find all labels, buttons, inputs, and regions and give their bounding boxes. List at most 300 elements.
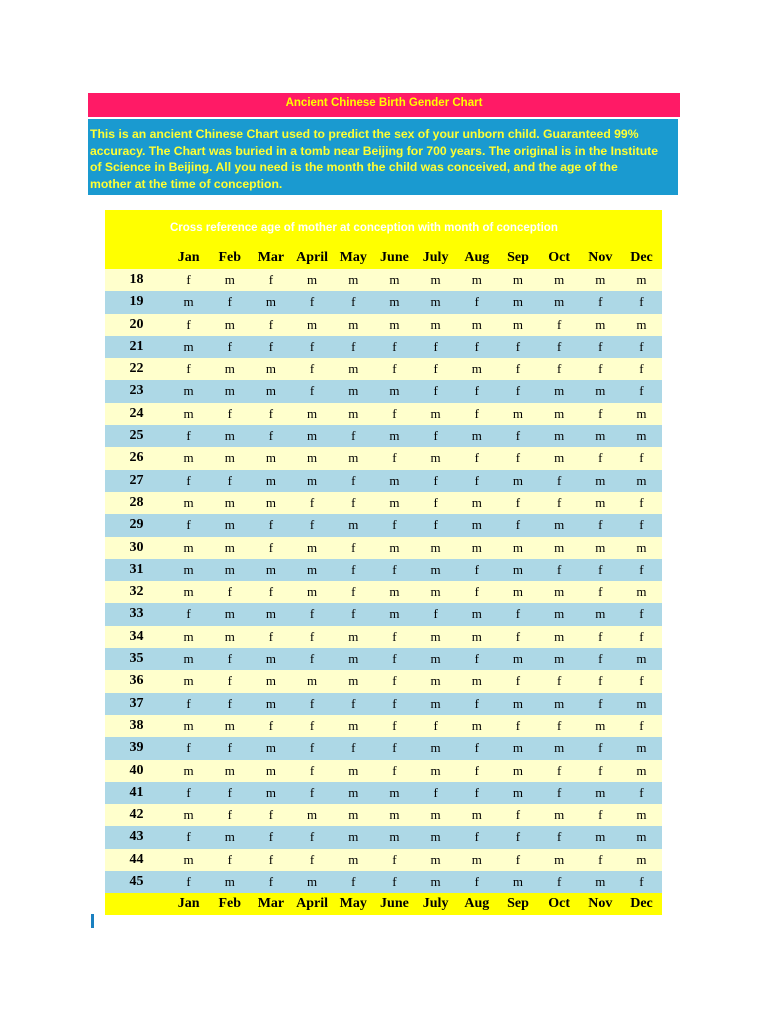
gender-cell: f xyxy=(556,472,562,488)
gender-cell: f xyxy=(639,561,644,577)
gender-cell: m xyxy=(348,717,359,733)
gender-cell: f xyxy=(474,561,479,577)
gender-cell: m xyxy=(512,294,524,310)
gender-cell: f xyxy=(474,405,479,421)
gender-cell: m xyxy=(595,494,606,510)
gender-cell: f xyxy=(309,494,315,510)
header-month-label: Dec xyxy=(630,250,653,265)
gender-cell: f xyxy=(639,606,644,622)
gender-cell: m xyxy=(265,651,276,667)
gender-cell: f xyxy=(474,338,479,354)
gender-cell: m xyxy=(512,584,524,600)
gender-cell: f xyxy=(227,695,232,711)
gender-cell: f xyxy=(598,651,603,667)
gender-cell: f xyxy=(474,651,479,667)
gender-cell: m xyxy=(430,695,441,711)
page-title: Ancient Chinese Birth Gender Chart xyxy=(88,93,680,117)
gender-cell: m xyxy=(348,361,359,377)
gender-cell: m xyxy=(183,338,194,354)
mother-age-cell: 44 xyxy=(129,851,144,867)
gender-cell: m xyxy=(389,539,400,555)
mother-age-cell: 20 xyxy=(129,316,144,332)
gender-cell: m xyxy=(389,494,400,510)
gender-cell: m xyxy=(307,405,318,421)
gender-cell: m xyxy=(307,673,318,689)
gender-cell: m xyxy=(224,829,235,845)
gender-cell: f xyxy=(227,673,232,689)
gender-cell: f xyxy=(309,361,315,377)
gender-cell: m xyxy=(224,874,235,890)
gender-cell: f xyxy=(268,807,274,823)
gender-cell: f xyxy=(556,673,562,689)
gender-cell: m xyxy=(554,272,565,287)
gender-cell: m xyxy=(636,316,647,332)
gender-cell: f xyxy=(392,740,397,756)
gender-cell: m xyxy=(224,517,235,533)
gender-cell: m xyxy=(224,272,235,287)
gender-cell: f xyxy=(433,472,438,488)
mother-age-cell: 45 xyxy=(129,874,144,890)
gender-cell: f xyxy=(433,383,438,399)
gender-cell: m xyxy=(265,450,276,466)
gender-cell: f xyxy=(433,517,438,533)
gender-cell: f xyxy=(556,829,562,845)
gender-cell: m xyxy=(307,472,318,488)
gender-cell: m xyxy=(348,829,359,845)
mother-age-cell: 30 xyxy=(129,539,144,555)
gender-cell: f xyxy=(268,405,274,421)
gender-cell: f xyxy=(268,584,274,600)
gender-cell: m xyxy=(554,695,565,711)
gender-cell: m xyxy=(430,874,441,890)
gender-cell: f xyxy=(639,673,644,689)
gender-cell: m xyxy=(636,829,647,845)
gender-cell: m xyxy=(224,561,235,577)
gender-cell: m xyxy=(595,539,606,555)
gender-cell: f xyxy=(392,561,397,577)
gender-cell: m xyxy=(595,272,606,287)
header-month-label: Aug xyxy=(464,250,490,265)
gender-cell: f xyxy=(351,294,356,310)
gender-cell: f xyxy=(556,338,562,354)
gender-cell: f xyxy=(598,695,603,711)
gender-cell: m xyxy=(265,494,276,510)
gender-cell: f xyxy=(309,383,315,399)
gender-cell: m xyxy=(554,383,565,399)
gender-cell: m xyxy=(512,272,524,287)
gender-cell: m xyxy=(348,272,359,287)
gender-cell: m xyxy=(265,606,276,622)
gender-cell: m xyxy=(430,673,441,689)
gender-cell: m xyxy=(512,561,524,577)
mother-age-cell: 23 xyxy=(129,383,144,399)
gender-cell: m xyxy=(430,807,441,823)
mother-age-cell: 39 xyxy=(129,740,144,756)
table-row xyxy=(105,514,662,536)
gender-cell: f xyxy=(433,717,438,733)
gender-cell: m xyxy=(265,561,276,577)
gender-cell: f xyxy=(598,517,603,533)
gender-cell: m xyxy=(224,606,235,622)
gender-cell: m xyxy=(430,851,441,867)
gender-cell: f xyxy=(598,807,603,823)
table-row xyxy=(105,358,662,380)
gender-cell: f xyxy=(474,383,479,399)
gender-cell: m xyxy=(636,851,647,867)
gender-cell: f xyxy=(186,829,191,845)
mother-age-cell: 19 xyxy=(129,294,144,310)
month-footer-row xyxy=(105,893,662,915)
gender-cell: f xyxy=(515,383,521,399)
gender-cell: f xyxy=(598,628,603,644)
gender-cell: m xyxy=(471,428,482,444)
gender-cell: m xyxy=(471,517,482,533)
gender-cell: f xyxy=(515,807,521,823)
mother-age-cell: 41 xyxy=(129,784,144,800)
gender-cell: f xyxy=(309,294,315,310)
gender-cell: m xyxy=(595,606,606,622)
gender-cell: f xyxy=(515,628,521,644)
gender-cell: m xyxy=(389,606,400,622)
gender-cell: m xyxy=(348,651,359,667)
gender-cell: f xyxy=(433,494,438,510)
gender-chart-table xyxy=(105,210,662,915)
gender-cell: m xyxy=(430,294,441,310)
gender-cell: m xyxy=(183,383,194,399)
gender-cell: m xyxy=(389,784,400,800)
gender-cell: m xyxy=(307,874,318,890)
gender-cell: f xyxy=(309,762,315,778)
gender-cell: m xyxy=(348,450,359,466)
gender-cell: f xyxy=(515,494,521,510)
footer-month-label: April xyxy=(296,896,329,912)
mother-age-cell: 26 xyxy=(129,450,144,466)
gender-cell: m xyxy=(554,851,565,867)
table-row xyxy=(105,403,662,425)
gender-cell: f xyxy=(309,517,315,533)
table-row xyxy=(105,804,662,826)
gender-cell: f xyxy=(515,673,521,689)
gender-cell: m xyxy=(224,494,235,510)
gender-cell: m xyxy=(348,628,359,644)
gender-cell: f xyxy=(392,874,397,890)
gender-cell: m xyxy=(595,829,606,845)
gender-cell: m xyxy=(512,405,524,421)
table-row xyxy=(105,648,662,670)
gender-cell: f xyxy=(639,383,644,399)
gender-cell: f xyxy=(392,851,397,867)
mother-age-cell: 38 xyxy=(129,717,144,733)
gender-cell: m xyxy=(265,784,276,800)
mother-age-cell: 37 xyxy=(129,695,144,711)
gender-cell: f xyxy=(309,851,315,867)
header-month-label: Feb xyxy=(218,250,242,265)
mother-age-cell: 22 xyxy=(129,361,144,377)
gender-cell: f xyxy=(309,338,315,354)
table-row xyxy=(105,871,662,893)
gender-cell: f xyxy=(556,784,562,800)
gender-cell: f xyxy=(351,740,356,756)
gender-cell: m xyxy=(224,717,235,733)
gender-cell: f xyxy=(351,561,356,577)
gender-cell: m xyxy=(224,539,235,555)
gender-cell: m xyxy=(265,740,276,756)
mother-age-cell: 43 xyxy=(129,829,144,845)
gender-cell: f xyxy=(186,517,191,533)
gender-cell: f xyxy=(309,628,315,644)
gender-cell: m xyxy=(512,762,524,778)
gender-cell: m xyxy=(348,851,359,867)
gender-cell: f xyxy=(474,740,479,756)
gender-cell: f xyxy=(433,606,438,622)
gender-cell: f xyxy=(598,851,603,867)
gender-cell: m xyxy=(471,717,482,733)
footer-month-label: July xyxy=(422,896,449,912)
table-row xyxy=(105,291,662,313)
gender-cell: m xyxy=(430,539,441,555)
gender-cell: f xyxy=(639,874,644,890)
gender-cell: f xyxy=(227,584,232,600)
gender-cell: m xyxy=(512,740,524,756)
gender-cell: f xyxy=(515,338,521,354)
gender-cell: f xyxy=(515,428,521,444)
gender-cell: m xyxy=(471,673,482,689)
gender-cell: m xyxy=(471,361,482,377)
gender-cell: m xyxy=(554,740,565,756)
gender-cell: m xyxy=(348,673,359,689)
gender-cell: f xyxy=(474,584,479,600)
gender-cell: m xyxy=(389,383,400,399)
gender-cell: f xyxy=(227,472,232,488)
gender-cell: m xyxy=(595,717,606,733)
gender-cell: m xyxy=(224,762,235,778)
gender-cell: m xyxy=(554,584,565,600)
gender-cell: f xyxy=(227,338,232,354)
gender-cell: f xyxy=(392,338,397,354)
gender-cell: f xyxy=(186,874,191,890)
gender-cell: m xyxy=(348,762,359,778)
gender-cell: m xyxy=(183,673,194,689)
gender-cell: f xyxy=(598,740,603,756)
gender-cell: m xyxy=(307,428,318,444)
gender-cell: m xyxy=(636,405,647,421)
gender-cell: m xyxy=(389,294,400,310)
gender-cell: f xyxy=(268,428,274,444)
gender-cell: f xyxy=(639,517,644,533)
footer-month-label: Mar xyxy=(257,896,285,912)
table-row xyxy=(105,693,662,715)
gender-cell: f xyxy=(556,717,562,733)
header-month-label: Oct xyxy=(548,250,571,265)
gender-cell: f xyxy=(351,494,356,510)
header-month-label: Nov xyxy=(588,250,613,265)
gender-cell: f xyxy=(474,762,479,778)
table-row xyxy=(105,425,662,447)
gender-cell: m xyxy=(183,539,194,555)
gender-cell: m xyxy=(512,539,524,555)
gender-cell: m xyxy=(512,651,524,667)
gender-cell: f xyxy=(392,450,397,466)
gender-cell: f xyxy=(351,472,356,488)
gender-cell: f xyxy=(392,762,397,778)
month-header-row xyxy=(105,247,662,268)
gender-cell: m xyxy=(636,740,647,756)
gender-cell: m xyxy=(471,316,482,332)
gender-cell: m xyxy=(183,494,194,510)
gender-cell: m xyxy=(512,784,524,800)
gender-cell: m xyxy=(471,807,482,823)
table-row xyxy=(105,269,662,291)
gender-cell: m xyxy=(183,651,194,667)
gender-cell: f xyxy=(227,807,232,823)
gender-cell: m xyxy=(389,428,400,444)
gender-cell: m xyxy=(348,807,359,823)
gender-cell: f xyxy=(556,361,562,377)
gender-cell: f xyxy=(309,651,315,667)
gender-cell: m xyxy=(595,383,606,399)
gender-cell: f xyxy=(474,294,479,310)
footer-month-label: Feb xyxy=(218,896,242,912)
gender-cell: m xyxy=(636,272,647,287)
gender-cell: m xyxy=(636,539,647,555)
gender-cell: m xyxy=(554,807,565,823)
text-cursor xyxy=(91,914,94,928)
chart-header xyxy=(105,210,662,269)
gender-cell: f xyxy=(639,294,644,310)
table-row xyxy=(105,626,662,648)
mother-age-cell: 27 xyxy=(129,472,144,488)
gender-cell: f xyxy=(515,829,521,845)
header-month-label: Jan xyxy=(177,250,200,265)
gender-cell: f xyxy=(309,740,315,756)
gender-cell: m xyxy=(430,561,441,577)
intro-line: This is an ancient Chinese Chart used to predict the sex of your unborn child. Guaranteed 99% xyxy=(90,127,639,141)
gender-cell: f xyxy=(598,450,603,466)
gender-cell: m xyxy=(595,874,606,890)
mother-age-cell: 34 xyxy=(129,628,144,644)
gender-cell: f xyxy=(227,651,232,667)
gender-cell: f xyxy=(598,405,603,421)
gender-cell: f xyxy=(351,874,356,890)
gender-cell: f xyxy=(598,338,603,354)
gender-cell: f xyxy=(639,361,644,377)
footer-month-label: Dec xyxy=(630,896,653,912)
gender-cell: f xyxy=(186,361,191,377)
header-age-spacer xyxy=(105,247,168,268)
table-row xyxy=(105,826,662,848)
gender-cell: m xyxy=(595,428,606,444)
gender-cell: f xyxy=(392,651,397,667)
gender-cell: f xyxy=(268,517,274,533)
gender-cell: f xyxy=(268,272,274,287)
gender-cell: m xyxy=(307,807,318,823)
gender-cell: f xyxy=(227,784,232,800)
gender-cell: m xyxy=(307,272,318,287)
gender-cell: m xyxy=(183,807,194,823)
table-row xyxy=(105,336,662,358)
gender-cell: m xyxy=(554,651,565,667)
gender-cell: m xyxy=(636,472,647,488)
gender-cell: m xyxy=(265,472,276,488)
gender-cell: f xyxy=(268,874,274,890)
gender-cell: f xyxy=(515,450,521,466)
gender-cell: m xyxy=(636,695,647,711)
gender-cell: m xyxy=(636,807,647,823)
gender-cell: f xyxy=(309,829,315,845)
table-row xyxy=(105,380,662,402)
gender-cell: f xyxy=(598,561,603,577)
gender-cell: m xyxy=(183,584,194,600)
gender-cell: m xyxy=(183,450,194,466)
gender-cell: f xyxy=(392,673,397,689)
gender-cell: f xyxy=(639,717,644,733)
gender-cell: f xyxy=(598,673,603,689)
table-row xyxy=(105,581,662,603)
gender-cell: m xyxy=(348,383,359,399)
gender-cell: f xyxy=(639,450,644,466)
intro-line: of Science in Beijing. All you need is the month the child was conceived, and the age of the xyxy=(90,160,618,174)
gender-cell: m xyxy=(183,851,194,867)
gender-cell: m xyxy=(389,584,400,600)
gender-cell: m xyxy=(348,316,359,332)
table-row xyxy=(105,670,662,692)
gender-cell: f xyxy=(309,717,315,733)
gender-cell: f xyxy=(556,561,562,577)
gender-cell: m xyxy=(512,695,524,711)
gender-cell: f xyxy=(598,361,603,377)
gender-cell: m xyxy=(636,428,647,444)
gender-cell: m xyxy=(554,450,565,466)
table-row xyxy=(105,603,662,625)
gender-cell: f xyxy=(268,717,274,733)
gender-cell: m xyxy=(430,316,441,332)
gender-cell: f xyxy=(515,851,521,867)
header-month-label: July xyxy=(422,250,449,265)
gender-cell: f xyxy=(598,584,603,600)
gender-cell: m xyxy=(183,294,194,310)
gender-cell: m xyxy=(430,740,441,756)
gender-cell: m xyxy=(265,673,276,689)
gender-cell: f xyxy=(268,539,274,555)
gender-cell: f xyxy=(186,695,191,711)
gender-cell: m xyxy=(471,539,482,555)
gender-cell: f xyxy=(598,294,603,310)
gender-cell: m xyxy=(512,472,524,488)
table-row xyxy=(105,737,662,759)
gender-cell: f xyxy=(268,851,274,867)
gender-cell: f xyxy=(227,851,232,867)
gender-cell: m xyxy=(183,405,194,421)
gender-cell: f xyxy=(268,829,274,845)
gender-cell: m xyxy=(224,450,235,466)
intro-line: mother at the time of conception. xyxy=(90,176,283,191)
gender-cell: m xyxy=(265,762,276,778)
gender-cell: f xyxy=(227,294,232,310)
gender-cell: f xyxy=(351,695,356,711)
gender-cell: m xyxy=(512,316,524,332)
gender-cell: m xyxy=(224,316,235,332)
gender-cell: m xyxy=(636,762,647,778)
gender-cell: m xyxy=(430,405,441,421)
gender-cell: m xyxy=(471,851,482,867)
gender-cell: f xyxy=(474,472,479,488)
gender-cell: f xyxy=(433,361,438,377)
gender-cell: m xyxy=(554,517,565,533)
gender-cell: m xyxy=(554,428,565,444)
gender-cell: f xyxy=(268,628,274,644)
gender-cell: m xyxy=(389,807,400,823)
gender-cell: f xyxy=(309,784,315,800)
